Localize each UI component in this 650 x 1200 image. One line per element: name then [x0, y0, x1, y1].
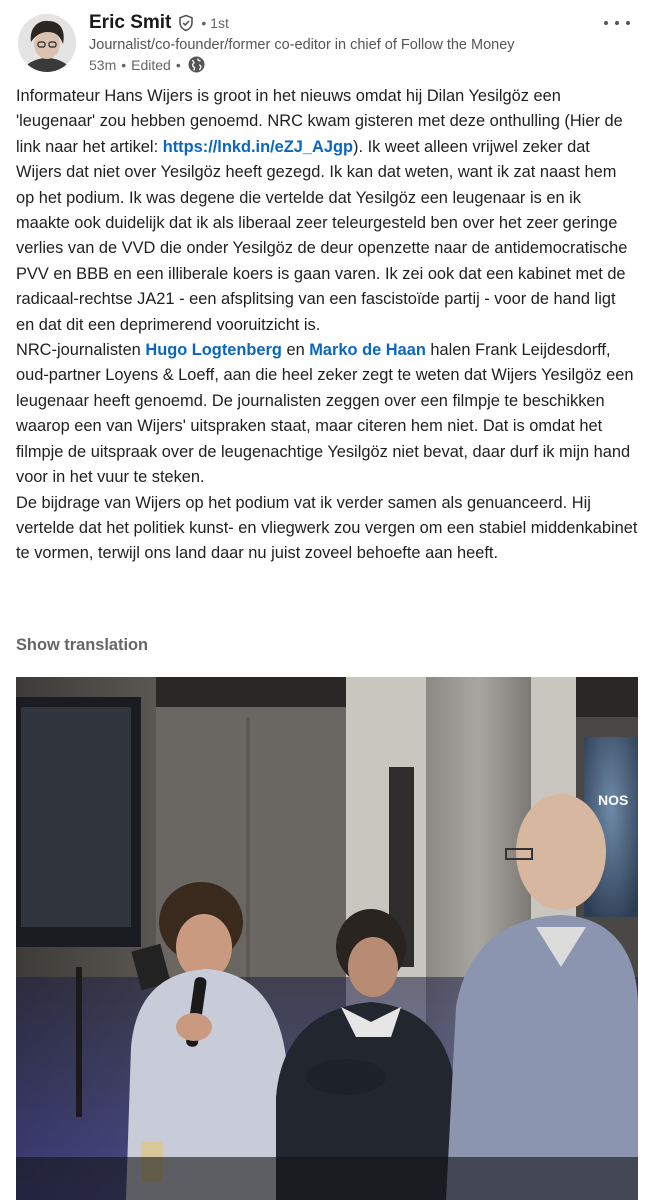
post-text: NRC-journalisten	[16, 341, 146, 360]
show-translation-button[interactable]: Show translation	[16, 636, 149, 654]
dot-icon	[626, 21, 630, 25]
screen-text: NOS	[598, 792, 629, 808]
post-paragraph-2	[16, 338, 638, 490]
author-headline: Journalist/co-founder/former co-editor in chief of Follow the Money	[89, 37, 515, 53]
edited-label: Edited	[131, 56, 171, 73]
post-text: halen Frank Leijdesdorff, oud-partner Loyens & Loeff, aan die heel zeker zegt te weten dat Wijers Yesilgöz een leugenaar heeft genoemd. De journalisten zeggen over een filmpje te beschikken waarop een van Wijers' uitspraken staat, maar citeren hem niet. Dat is omdat het filmpje de uitspraak over de leugenachtige Yesilgöz niet bevat, daar durf ik mijn hand voor in het vuur te steken.	[16, 341, 634, 487]
post-meta	[89, 56, 205, 73]
post-body	[16, 84, 638, 567]
post-paragraph-1	[16, 84, 638, 338]
post-text: ). Ik weet alleen vrijwel zeker dat Wijers dat niet over Yesilgöz heeft gezegd. Ik kan dat weten, want ik zat naast hem op het podium. Ik was degene die vertelde dat Yesilgöz een leugenaar is en ik maakte ook duidelijk dat ik als liberaal zeer teleurgesteld ben over het zeer geringe verlies van de VVD die onder Yesilgöz de deur openzette naar de antidemocratische PVV en BBB en een illiberale koers is gaan varen. Ik zei ook dat een kabinet met de radicaal-rechtse JA21 - een afsplitsing van een fascistoïde partij - voor de hand ligt en dat dit een deprimerend vooruitzicht is.	[16, 137, 628, 334]
post-paragraph-3: De bijdrage van Wijers op het podium vat ik verder samen als genuanceerd. Hij vertelde dat het politiek kunst- en vliegwerk zou vergen om een stabiel middenkabinet te vormen, terwijl ons land daar nu juist zoveel behoefte aan heeft.	[16, 493, 638, 563]
meta-separator: •	[121, 56, 127, 73]
post-text: Informateur Hans Wijers is groot in het nieuws omdat hij Dilan Yesilgöz een 'leugenaar' zou hebben genoemd. NRC kwam gisteren met deze onthulling (Hier de link naar het artikel:	[16, 87, 623, 156]
globe-icon	[188, 56, 205, 73]
more-options-button[interactable]	[604, 16, 630, 30]
dot-icon	[604, 21, 608, 25]
connection-degree: • 1st	[201, 15, 229, 31]
post-time: 53m	[89, 56, 117, 73]
meta-separator: •	[175, 56, 181, 73]
mention-hugo-logtenberg[interactable]: Hugo Logtenberg	[145, 341, 282, 360]
author-avatar[interactable]	[18, 14, 76, 72]
connection-degree-label: 1st	[210, 15, 229, 31]
dot-icon	[615, 21, 619, 25]
post-header	[16, 12, 634, 76]
post-image[interactable]	[16, 677, 638, 1200]
author-name[interactable]: Eric Smit	[89, 12, 172, 33]
post-text: en	[281, 341, 310, 360]
verified-shield-icon	[177, 14, 195, 32]
mention-marko-de-haan[interactable]: Marko de Haan	[309, 341, 426, 360]
article-link[interactable]: https://lnkd.in/eZJ_AJgp	[162, 137, 354, 156]
